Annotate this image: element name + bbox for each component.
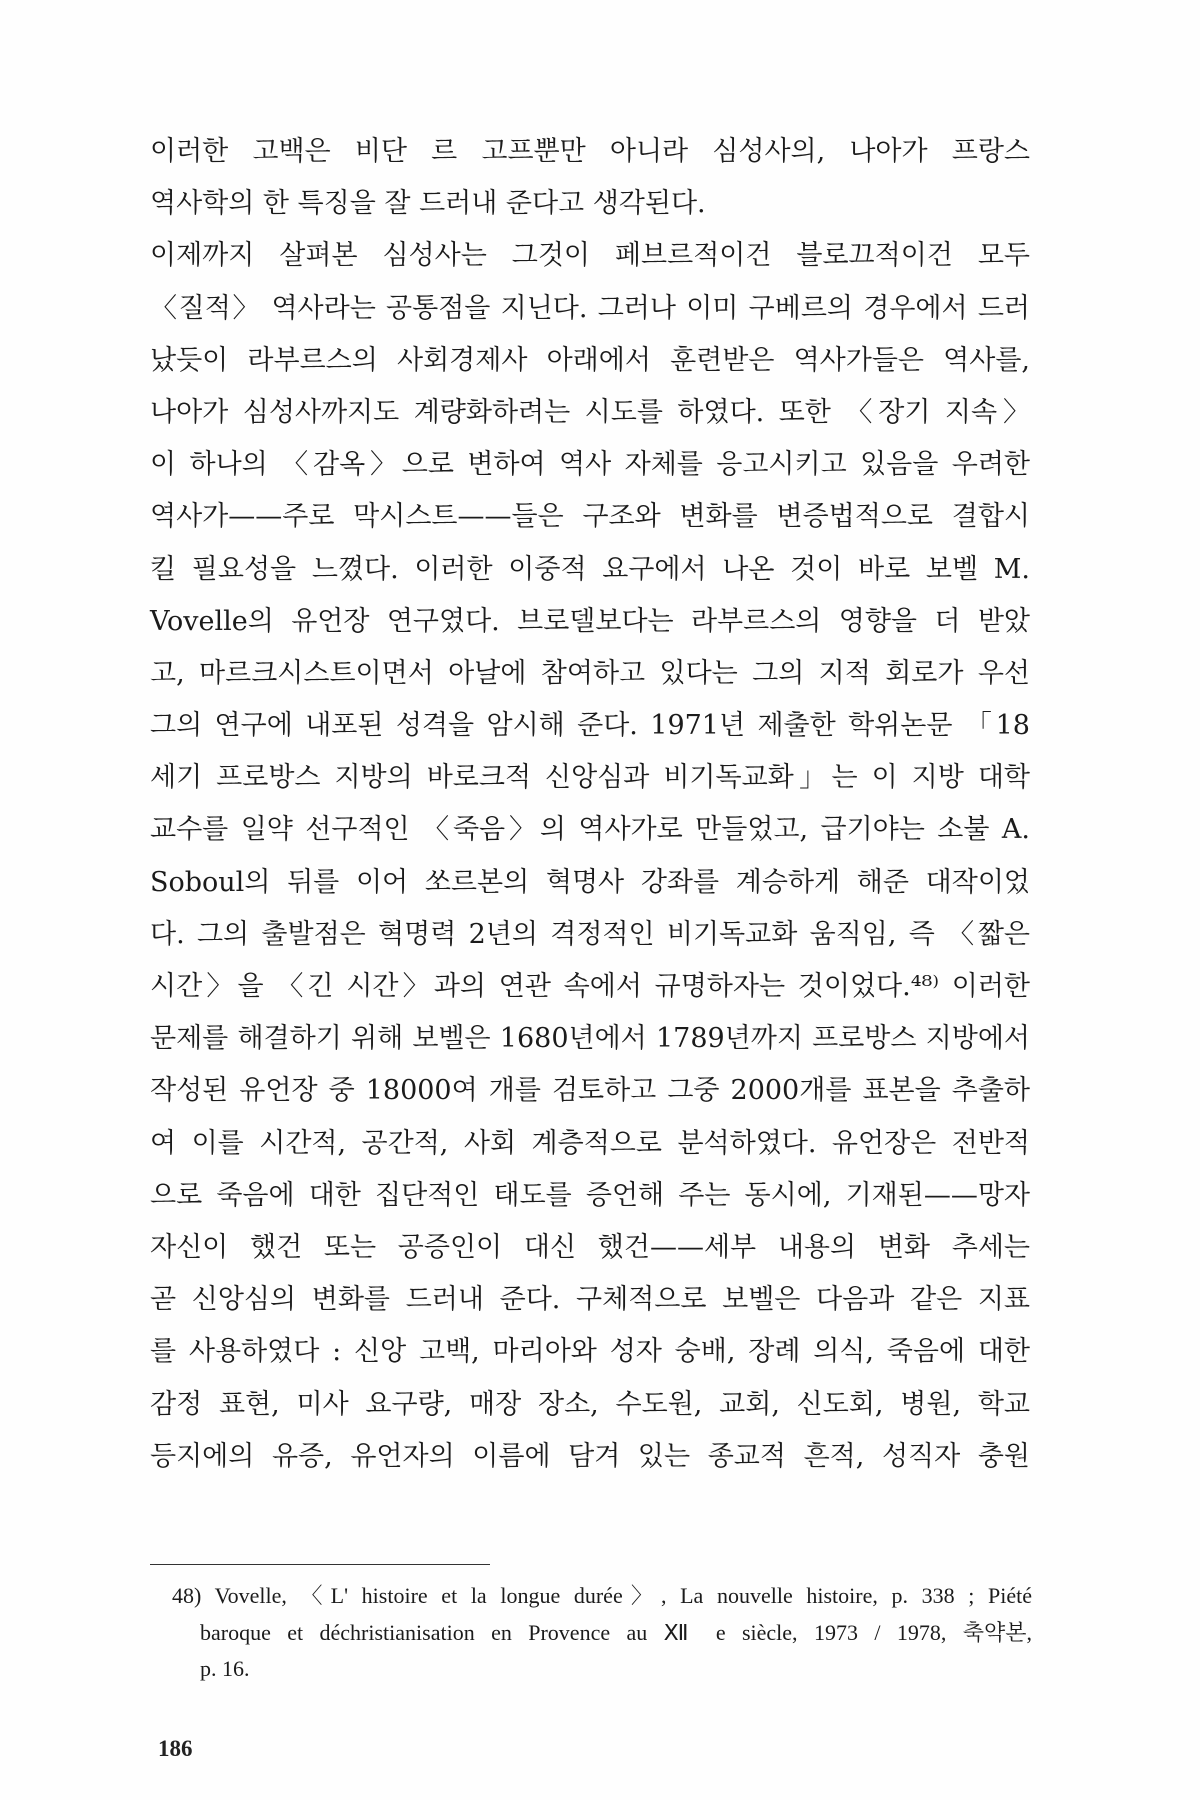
footnote-line: baroque et déchristianisation en Provence au Ⅻ e siècle, 1973 / 1978, 축약본, (200, 1619, 1032, 1645)
body-text (150, 126, 1030, 1483)
footnote-line: p. 16. (200, 1656, 250, 1681)
text-line: 역사학의 한 특징을 잘 드러내 준다고 생각된다. (150, 188, 706, 220)
text-line: 다. 그의 출발점은 혁명력 2년의 격정적인 비기독교화 움직임, 즉 〈짧은 (150, 918, 1030, 950)
text-line: 곧 신앙심의 변화를 드러내 준다. 구체적으로 보벨은 다음과 같은 지표 (150, 1284, 1030, 1316)
text-line: Soboul의 뒤를 이어 쏘르본의 혁명사 강좌를 계승하게 해준 대작이었 (150, 866, 1030, 898)
text-line: 감정 표현, 미사 요구량, 매장 장소, 수도원, 교회, 신도회, 병원, 학교 (150, 1388, 1030, 1420)
text-line: 고, 마르크시스트이면서 아날에 참여하고 있다는 그의 지적 회로가 우선 (150, 657, 1030, 689)
text-line: 〈질적〉 역사라는 공통점을 지닌다. 그러나 이미 구베르의 경우에서 드러 (150, 292, 1030, 324)
text-line: 교수를 일약 선구적인 〈죽음〉의 역사가로 만들었고, 급기야는 소불 A. (150, 814, 1030, 846)
text-line: 났듯이 라부르스의 사회경제사 아래에서 훈련받은 역사가들은 역사를, (150, 344, 1030, 376)
text-line: 이러한 고백은 비단 르 고프뿐만 아니라 심성사의, 나아가 프랑스 (150, 136, 1030, 167)
text-line: 문제를 해결하기 위해 보벨은 1680년에서 1789년까지 프로방스 지방에서 (150, 1023, 1030, 1055)
text-line: 이 하나의 〈감옥〉으로 변하여 역사 자체를 응고시키고 있음을 우려한 (150, 449, 1030, 481)
footnotes (172, 1578, 1032, 1688)
text-line: 를 사용하였다 : 신앙 고백, 마리아와 성자 숭배, 장례 의식, 죽음에 대한 (150, 1336, 1030, 1368)
text-line: 시간〉을 〈긴 시간〉과의 연관 속에서 규명하자는 것이었다.⁴⁸⁾ 이러한 (150, 971, 1030, 1002)
text-line: 그의 연구에 내포된 성격을 암시해 준다. 1971년 제출한 학위논문 「18 (150, 710, 1030, 742)
text-line: 세기 프로방스 지방의 바로크적 신앙심과 비기독교화」는 이 지방 대학 (150, 762, 1030, 794)
text-line: Vovelle의 유언장 연구였다. 브로델보다는 라부르스의 영향을 더 받았 (150, 605, 1030, 637)
footnote-divider (150, 1564, 490, 1565)
text-line: 작성된 유언장 중 18000여 개를 검토하고 그중 2000개를 표본을 추출하 (150, 1075, 1030, 1107)
text-line: 킬 필요성을 느꼈다. 이러한 이중적 요구에서 나온 것이 바로 보벨 M. (150, 553, 1030, 585)
footnote-line: 48) Vovelle, 〈L' histoire et la longue durée〉, La nouvelle histoire, p. 338 ; Piété (172, 1583, 1032, 1608)
text-line: 역사가——주로 막시스트——들은 구조와 변화를 변증법적으로 결합시 (150, 501, 1030, 533)
text-line: 이제까지 살펴본 심성사는 그것이 페브르적이건 블로끄적이건 모두 (150, 240, 1030, 272)
text-line: 여 이를 시간적, 공간적, 사회 계층적으로 분석하였다. 유언장은 전반적 (150, 1127, 1030, 1159)
text-line: 나아가 심성사까지도 계량화하려는 시도를 하였다. 또한 〈장기 지속〉 (150, 396, 1030, 428)
text-line: 등지에의 유증, 유언자의 이름에 담겨 있는 종교적 흔적, 성직자 충원 (150, 1440, 1030, 1472)
text-line: 자신이 했건 또는 공증인이 대신 했건——세부 내용의 변화 추세는 (150, 1231, 1030, 1263)
text-line: 으로 죽음에 대한 집단적인 태도를 증언해 주는 동시에, 기재된——망자 (150, 1179, 1030, 1211)
page-number: 186 (158, 1736, 193, 1761)
